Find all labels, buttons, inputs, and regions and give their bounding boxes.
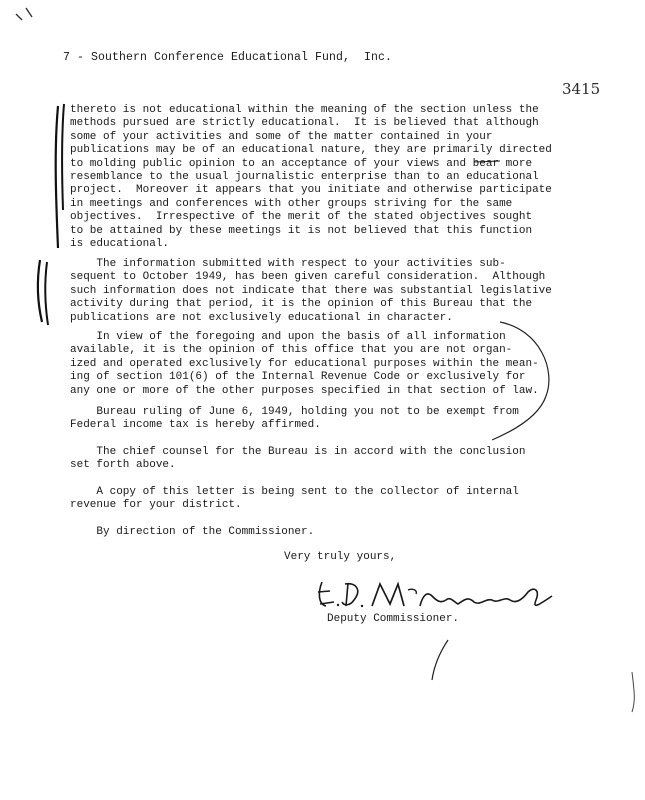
edge-mark (632, 672, 634, 712)
text-line: resemblance to the usual journalistic enterprise than to an educational (70, 171, 539, 184)
text-line: methods pursued are strictly educational. It is believed that although (70, 117, 539, 130)
text-line: some of your activities and some of the matter contained in your (70, 130, 493, 143)
text-line: revenue for your district. (70, 499, 242, 512)
corner-tick-mark (16, 8, 32, 20)
margin-line-1b (62, 104, 64, 210)
paragraph-6 (70, 486, 560, 513)
text-line: publications are not exclusively educational in character. (70, 311, 453, 324)
text-line: such information does not indicate that there was substantial legislative (70, 284, 552, 297)
closing-line: Very truly yours, (284, 551, 397, 563)
text-line: in meetings and conferences with other groups striving for the same (70, 197, 513, 210)
text-line: A copy of this letter is being sent to the collector of internal (70, 486, 519, 498)
text-line: set forth above. (70, 459, 176, 472)
text-line: The information submitted with respect to your activities sub- (70, 258, 506, 270)
margin-line-2a (38, 260, 42, 322)
signatory-title: Deputy Commissioner. (327, 613, 460, 625)
text-line: In view of the foregoing and upon the basis of all information (70, 331, 506, 343)
text-line: thereto is not educational within the meaning of the section unless the (70, 104, 539, 116)
text-line: ing of section 101(6) of the Internal Revenue Code or exclusively for (70, 371, 526, 384)
text-line: is educational. (70, 238, 170, 251)
text-line: Federal income tax is hereby affirmed. (70, 419, 321, 432)
text-line: to molding public opinion to an acceptance of your views and bear more (70, 157, 533, 170)
text-line: to be attained by these meetings it is not believed that this function (70, 224, 533, 237)
paragraph-5 (70, 446, 560, 473)
margin-line-2b (45, 262, 48, 325)
margin-line-1a (56, 106, 58, 248)
paragraph-7 (70, 526, 560, 539)
text-line: sequent to October 1949, has been given careful consideration. Although (70, 271, 546, 284)
text-line: available, it is the opinion of this office that you are not organ- (70, 344, 513, 357)
text-line: The chief counsel for the Bureau is in accord with the conclusion (70, 446, 526, 458)
text-line: project. Moreover it appears that you initiate and otherwise participate (70, 184, 552, 197)
paragraph-4 (70, 406, 560, 433)
paragraph-2 (70, 258, 560, 325)
text-line: objectives. Irrespective of the merit of the stated objectives sought (70, 211, 533, 224)
signature-image (318, 582, 552, 607)
stray-pen-mark (432, 640, 448, 680)
paragraph-1 (70, 104, 560, 251)
text-line: publications may be of an educational nature, they are primarily directed (70, 144, 552, 157)
text-line: activity during that period, it is the opinion of this Bureau that the (70, 298, 533, 311)
text-line: Bureau ruling of June 6, 1949, holding you not to be exempt from (70, 406, 519, 418)
text-line: any one or more of the other purposes specified in that section of law. (70, 384, 539, 397)
paragraph-3 (70, 331, 560, 398)
page-number: 3415 (562, 80, 601, 98)
text-line: By direction of the Commissioner. (70, 526, 315, 538)
page-header: 7 - Southern Conference Educational Fund, Inc. (63, 51, 393, 64)
text-line: ized and operated exclusively for educational purposes within the mean- (70, 357, 539, 370)
